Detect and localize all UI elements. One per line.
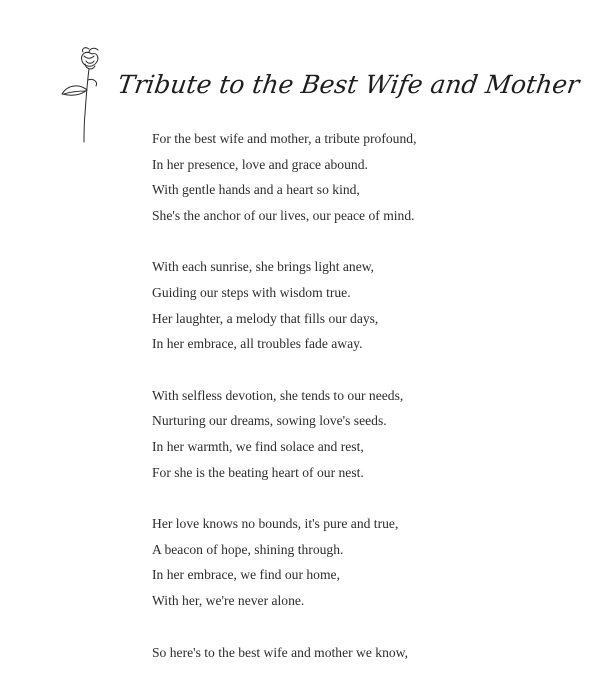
rose-line-art-icon <box>56 44 116 144</box>
stanza-5 <box>152 640 572 666</box>
poem-line: Guiding our steps with wisdom true. <box>152 284 351 300</box>
poem-line: Her love knows no bounds, it's pure and true, <box>152 516 399 532</box>
poem-line: For the best wife and mother, a tribute profound, <box>152 131 417 146</box>
poem-body <box>152 126 572 691</box>
stanza-3 <box>152 383 572 485</box>
poem-line: So here's to the best wife and mother we know, <box>152 644 409 660</box>
poem-line: With selfless devotion, she tends to our needs, <box>152 387 404 403</box>
stanza-1 <box>152 126 572 228</box>
poem-line: For she is the beating heart of our nest. <box>152 464 364 480</box>
poem-line: Nurturing our dreams, sowing love's seeds. <box>152 413 387 429</box>
poem-line: In her embrace, we find our home, <box>152 567 340 583</box>
poem-line: In her presence, love and grace abound. <box>152 156 368 172</box>
poem-line: With each sunrise, she brings light anew, <box>152 259 375 275</box>
stanza-4 <box>152 511 572 613</box>
poem-line: With gentle hands and a heart so kind, <box>152 182 360 198</box>
poem-line: In her embrace, all troubles fade away. <box>152 336 363 352</box>
poem-line: Her laughter, a melody that fills our days, <box>152 310 379 326</box>
page-title: Tribute to the Best Wife and Mother <box>115 70 582 99</box>
stanza-2 <box>152 254 572 356</box>
poem-line: A beacon of hope, shining through. <box>152 541 344 557</box>
poem-line: She's the anchor of our lives, our peace of mind. <box>152 207 415 223</box>
poem-line: With her, we're never alone. <box>152 592 305 608</box>
poem-line: In her warmth, we find solace and rest, <box>152 438 364 454</box>
